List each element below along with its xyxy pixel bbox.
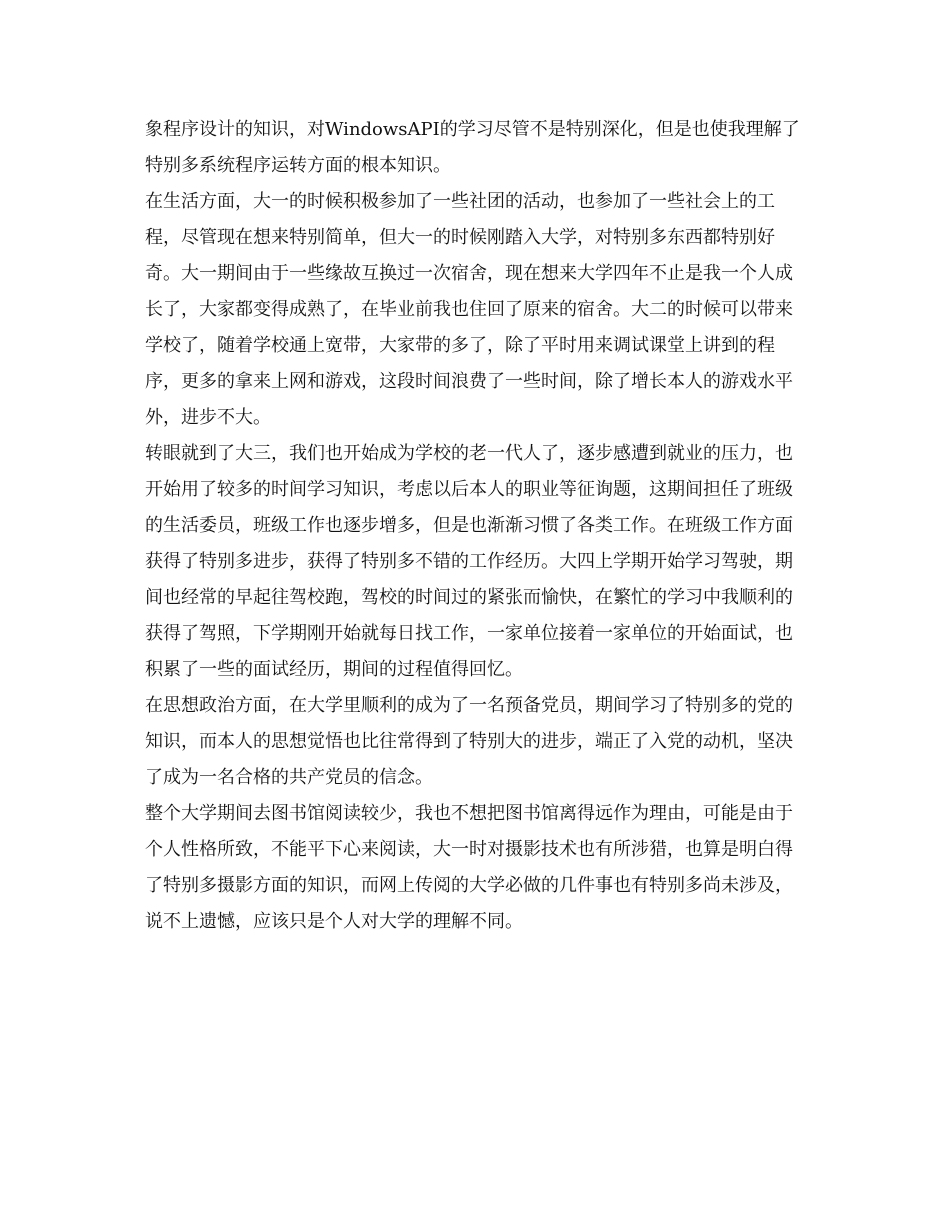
paragraph-life: 在生活方面，大一的时候积极参加了一些社团的活动，也参加了一些社会上的工程，尽管现在想来特别简单，但大一的时候刚踏入大学，对特别多东西都特别好奇。大一期间由于一些缘故互换过一次宿舍，现在想来大学四年不止是我一个人成长了，大家都变得成熟了，在毕业前我也住回了原来的宿舍。大二的时候可以带来学校了，随着学校通上宽带，大家带的多了，除了平时用来调试课堂上讲到的程序，更多的拿来上网和游戏，这段时间浪费了一些时间，除了增长本人的游戏水平外，进步不大。 <box>145 191 793 428</box>
document-body <box>145 112 810 940</box>
paragraph-windows-api: 象程序设计的知识，对WindowsAPI的学习尽管不是特别深化，但是也使我理解了特别多系统程序运转方面的根本知识。 <box>145 119 800 176</box>
paragraph-political-thought: 在思想政治方面，在大学里顺利的成为了一名预备党员，期间学习了特别多的党的知识，而本人的思想觉悟也比往常得到了特别大的进步，端正了入党的动机，坚决了成为一名合格的共产党员的信念。 <box>145 695 793 788</box>
paragraph-junior-year: 转眼就到了大三，我们也开始成为学校的老一代人了，逐步感遭到就业的压力，也开始用了较多的时间学习知识，考虑以后本人的职业等征询题，这期间担任了班级的生活委员，班级工作也逐步增多，但是也渐渐习惯了各类工作。在班级工作方面获得了特别多进步，获得了特别多不错的工作经历。大四上学期开始学习驾驶，期间也经常的早起往驾校跑，驾校的时间过的紧张而愉快，在繁忙的学习中我顺利的获得了驾照，下学期刚开始就每日找工作，一家单位接着一家单位的开始面试，也积累了一些的面试经历，期间的过程值得回忆。 <box>145 443 793 680</box>
paragraph-library-reading: 整个大学期间去图书馆阅读较少，我也不想把图书馆离得远作为理由，可能是由于个人性格所致，不能平下心来阅读，大一时对摄影技术也有所涉猎，也算是明白得了特别多摄影方面的知识，而网上传阅的大学必做的几件事也有特别多尚未涉及，说不上遗憾，应该只是个人对大学的理解不同。 <box>145 803 793 932</box>
